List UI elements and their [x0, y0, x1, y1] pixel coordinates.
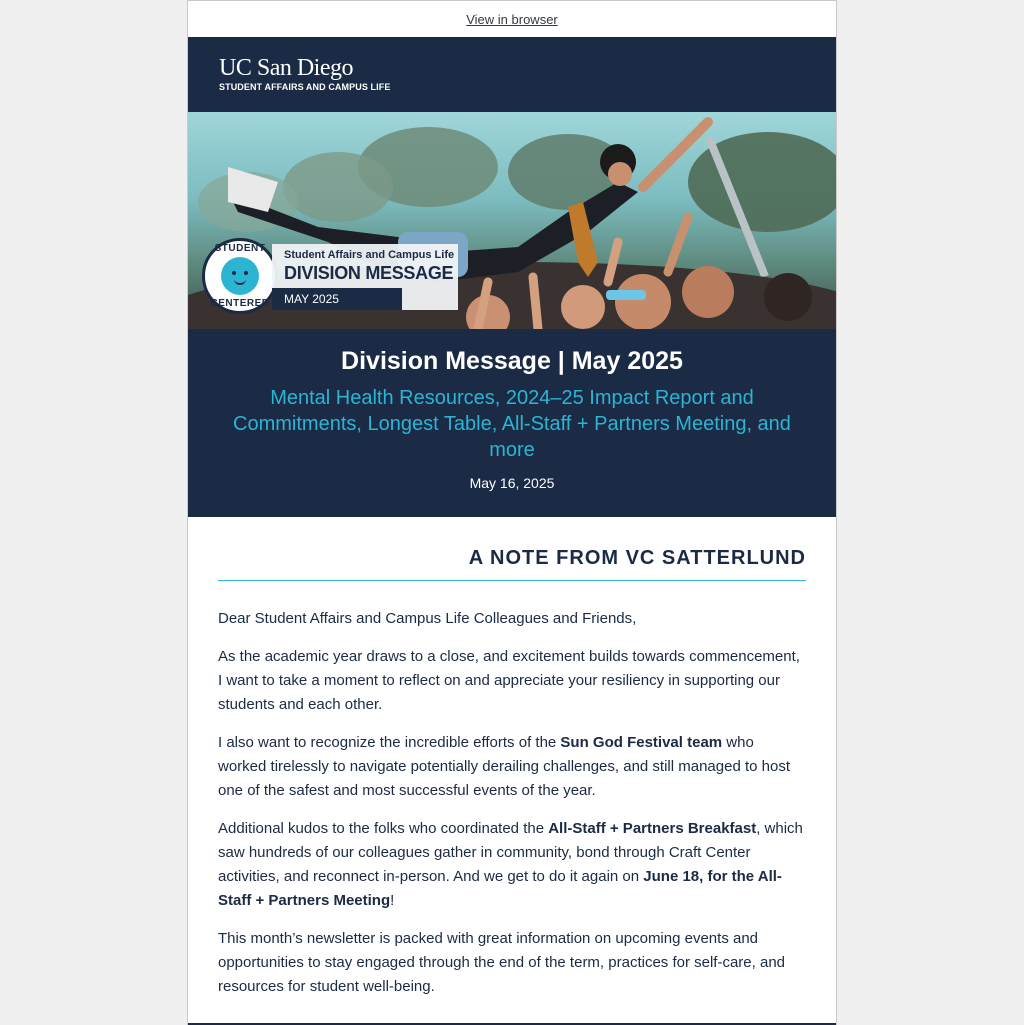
ucsd-logo[interactable] — [219, 55, 390, 92]
greeting-paragraph: Dear Student Affairs and Campus Life Colleagues and Friends, — [218, 610, 637, 627]
smiley-face-icon — [221, 257, 259, 295]
publish-date: May 16, 2025 — [469, 475, 555, 491]
paragraph-1: As the academic year draws to a close, and excitement builds towards commencement, I want to take a moment to reflect on and appreciate your resiliency in supporting our students and each other. — [218, 648, 800, 713]
badge-top-text: STUDENT — [214, 243, 266, 254]
title-block — [188, 329, 836, 517]
all-staff-breakfast: All-Staff + Partners Breakfast — [548, 820, 757, 837]
section-heading: A NOTE FROM VC SATTERLUND — [218, 547, 806, 581]
paragraph-3: Additional kudos to the folks who coordinated the All-Staff + Partners Breakfast, which saw hundreds of our colleagues gather in community, bond through Craft Center activities, and reconnect in-person. And we get to do it again on June 18, for the All-Staff + Partners Meeting! — [218, 820, 803, 909]
hero-label — [272, 244, 458, 310]
brand-header — [188, 37, 836, 112]
hero-label-date: MAY 2025 — [272, 288, 402, 310]
hero-banner — [188, 112, 836, 329]
note-section — [188, 517, 836, 999]
hero-label-org: Student Affairs and Campus Life — [284, 249, 455, 261]
page-subtitle: Mental Health Resources, 2024–25 Impact Report and Commitments, Longest Table, All-Staff + Partners Meeting, and more — [233, 387, 791, 461]
hero-label-title: DIVISION MESSAGE — [284, 263, 454, 283]
paragraph-4: This month’s newsletter is packed with great information on upcoming events and opportunities to stay engaged through the end of the term, practices for self-care, and resources for student well-being. — [218, 930, 786, 995]
view-in-browser-link[interactable]: View in browser — [466, 11, 558, 27]
sun-god-festival-team: Sun God Festival team — [560, 734, 723, 751]
student-centered-badge — [202, 238, 278, 314]
logo-subtitle: STUDENT AFFAIRS AND CAMPUS LIFE — [219, 82, 391, 92]
topbar — [188, 1, 836, 37]
logo-wordmark: UC San Diego — [219, 55, 353, 81]
all-staff-meeting-date: June 18, for the All-Staff + Partners Meeting — [218, 868, 782, 909]
email-container — [187, 0, 837, 1025]
paragraph-2: I also want to recognize the incredible efforts of the Sun God Festival team who worked tirelessly to navigate potentially derailing challenges, and still managed to host one of the safest and most successful events of the year. — [218, 734, 790, 799]
page-title: Division Message | May 2025 — [341, 347, 683, 375]
badge-bottom-text: CENTERED — [210, 298, 270, 309]
